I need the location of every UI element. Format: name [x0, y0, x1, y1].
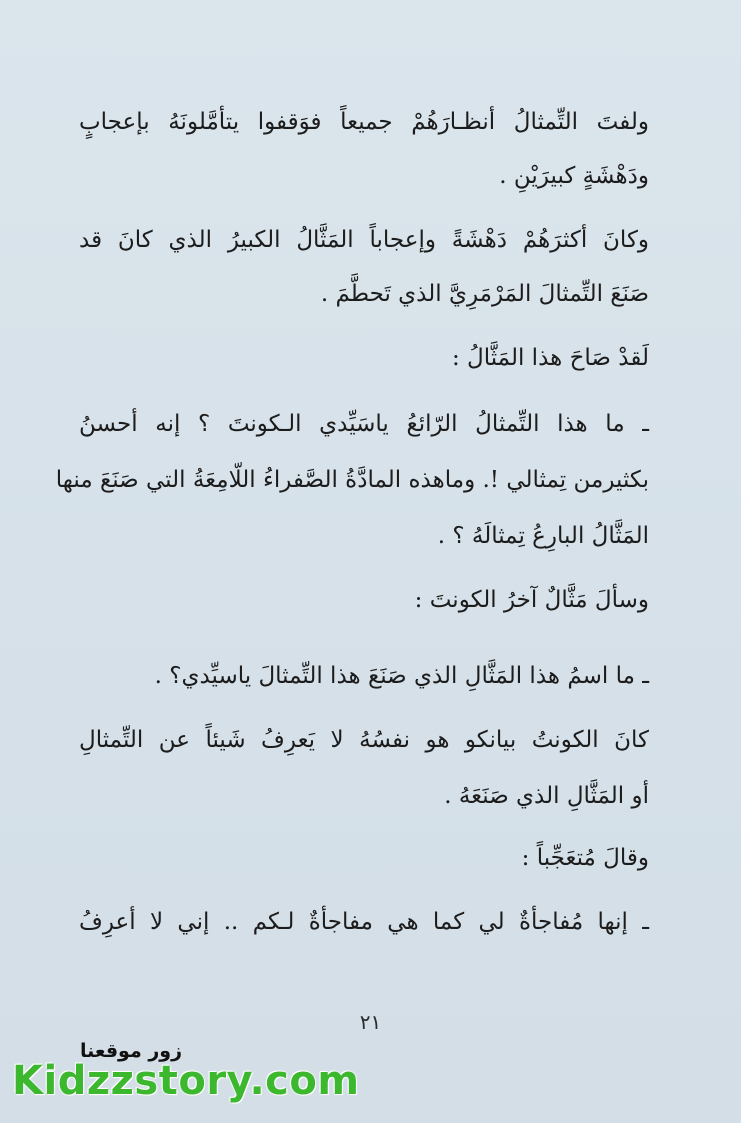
text-line-14: ـ إنها مُفاجأةٌ لي كما هي مفاجأةٌ لـكم .. إني لا أعرِفُ	[79, 909, 649, 935]
text-line-9: وسألَ مَثَّالٌ آخرُ الكونتَ :	[414, 587, 649, 613]
text-line-7: بكثيرمن تِمثالي !. وماهذه المادَّةُ الصَّفراءُ اللّامِعَةُ التي صَنَعَ منها	[55, 467, 649, 493]
text-line-4: صَنَعَ التِّمثالَ المَرْمَرِيَّ الذي تَحطَّمَ .	[320, 281, 649, 307]
text-line-2: ودَهْشَةٍ كبيرَيْنِ .	[499, 163, 649, 189]
text-line-10: ـ ما اسمُ هذا المَثَّالِ الذي صَنَعَ هذا التِّمثالَ ياسيِّدي؟ .	[154, 663, 649, 689]
text-line-3: وكانَ أكثرَهُمْ دَهْشَةً وإعجاباً المَثَّالُ الكبيرُ الذي كانَ قد	[79, 227, 649, 253]
text-line-6: ـ ما هذا التِّمثالُ الرّائعُ ياسَيِّدي الـكونتَ ؟ إنه أحسنُ	[79, 411, 649, 437]
site-watermark[interactable]: Kidzzstory.com	[12, 1058, 360, 1104]
text-line-13: وقالَ مُتعَجِّباً :	[521, 845, 649, 871]
text-line-1: ولفتَ التِّمثالُ أنظـارَهُمْ جميعاً فوَقفوا يتأمَّلونَهُ بإعجابٍ	[79, 109, 649, 135]
text-line-12: أو المَثَّالِ الذي صَنَعَهُ .	[444, 783, 649, 809]
page-number: ٢١	[359, 1010, 382, 1034]
text-line-8: المَثَّالُ البارِعُ تِمثالَهُ ؟ .	[437, 523, 649, 549]
text-line-5: لَقدْ صَاحَ هذا المَثَّالُ :	[451, 345, 649, 371]
visit-label: زور موقعنا	[80, 1040, 183, 1062]
text-line-11: كانَ الكونتُ بيانكو هو نفسُهُ لا يَعرِفُ شَيئاً عن التِّمثالِ	[79, 727, 649, 753]
